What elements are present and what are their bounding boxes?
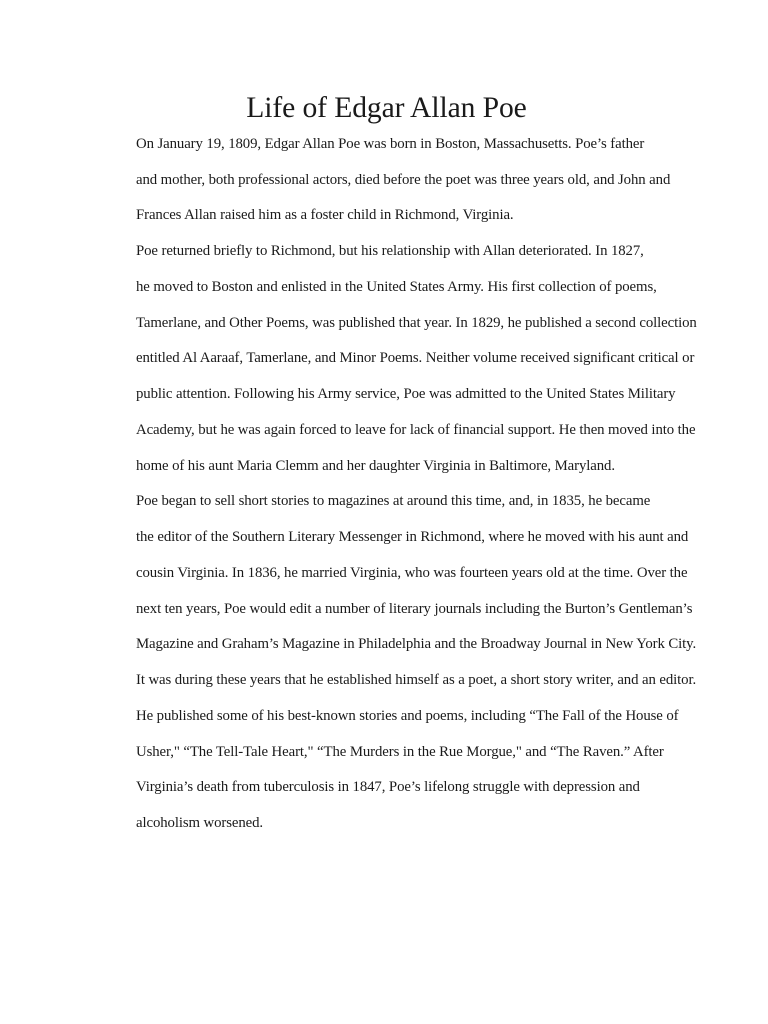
text-line: home of his aunt Maria Clemm and her daughter Virginia in Baltimore, Maryland.: [136, 457, 615, 474]
text-line: and mother, both professional actors, died before the poet was three years old, and John and: [136, 171, 671, 188]
paragraph-2: [90, 234, 697, 484]
text-line: Frances Allan raised him as a foster child in Richmond, Virginia.: [136, 207, 514, 224]
text-line: On January 19, 1809, Edgar Allan Poe was born in Boston, Massachusetts. Poe’s father: [136, 135, 645, 152]
text-line: entitled Al Aaraaf, Tamerlane, and Minor Poems. Neither volume received significant critical or: [136, 350, 695, 367]
text-line: alcoholism worsened.: [136, 815, 264, 831]
text-line: Poe returned briefly to Richmond, but his relationship with Allan deteriorated. In 1827,: [136, 243, 644, 259]
text-line: he moved to Boston and enlisted in the United States Army. His first collection of poems,: [136, 278, 657, 295]
document-title: Life of Edgar Allan Poe: [246, 92, 527, 124]
text-line: public attention. Following his Army service, Poe was admitted to the United States Military: [136, 386, 676, 402]
text-line: Poe began to sell short stories to magazines at around this time, and, in 1835, he became: [136, 493, 651, 510]
text-line: He published some of his best-known stories and poems, including “The Fall of the House of: [136, 707, 679, 724]
text-line: the editor of the Southern Literary Messenger in Richmond, where he moved with his aunt and: [136, 529, 689, 545]
text-line: Usher," “The Tell-Tale Heart," “The Murders in the Rue Morgue," and “The Raven.” After: [136, 743, 664, 760]
text-line: Magazine and Graham’s Magazine in Philadelphia and the Broadway Journal in New York City.: [136, 636, 697, 653]
text-line: It was during these years that he established himself as a poet, a short story writer, and an editor.: [136, 672, 697, 688]
paragraph-3: [90, 484, 697, 842]
paragraph-1: [90, 127, 675, 234]
text-line: cousin Virginia. In 1836, he married Virginia, who was fourteen years old at the time. Over the: [136, 564, 688, 581]
text-line: next ten years, Poe would edit a number of literary journals including the Burton’s Gentleman’s: [136, 600, 693, 617]
text-line: Tamerlane, and Other Poems, was published that year. In 1829, he published a second collection: [136, 314, 697, 331]
text-line: Academy, but he was again forced to leave for lack of financial support. He then moved into the: [136, 421, 696, 438]
document-body: [90, 91, 697, 842]
text-line: Virginia’s death from tuberculosis in 1847, Poe’s lifelong struggle with depression and: [136, 779, 640, 796]
